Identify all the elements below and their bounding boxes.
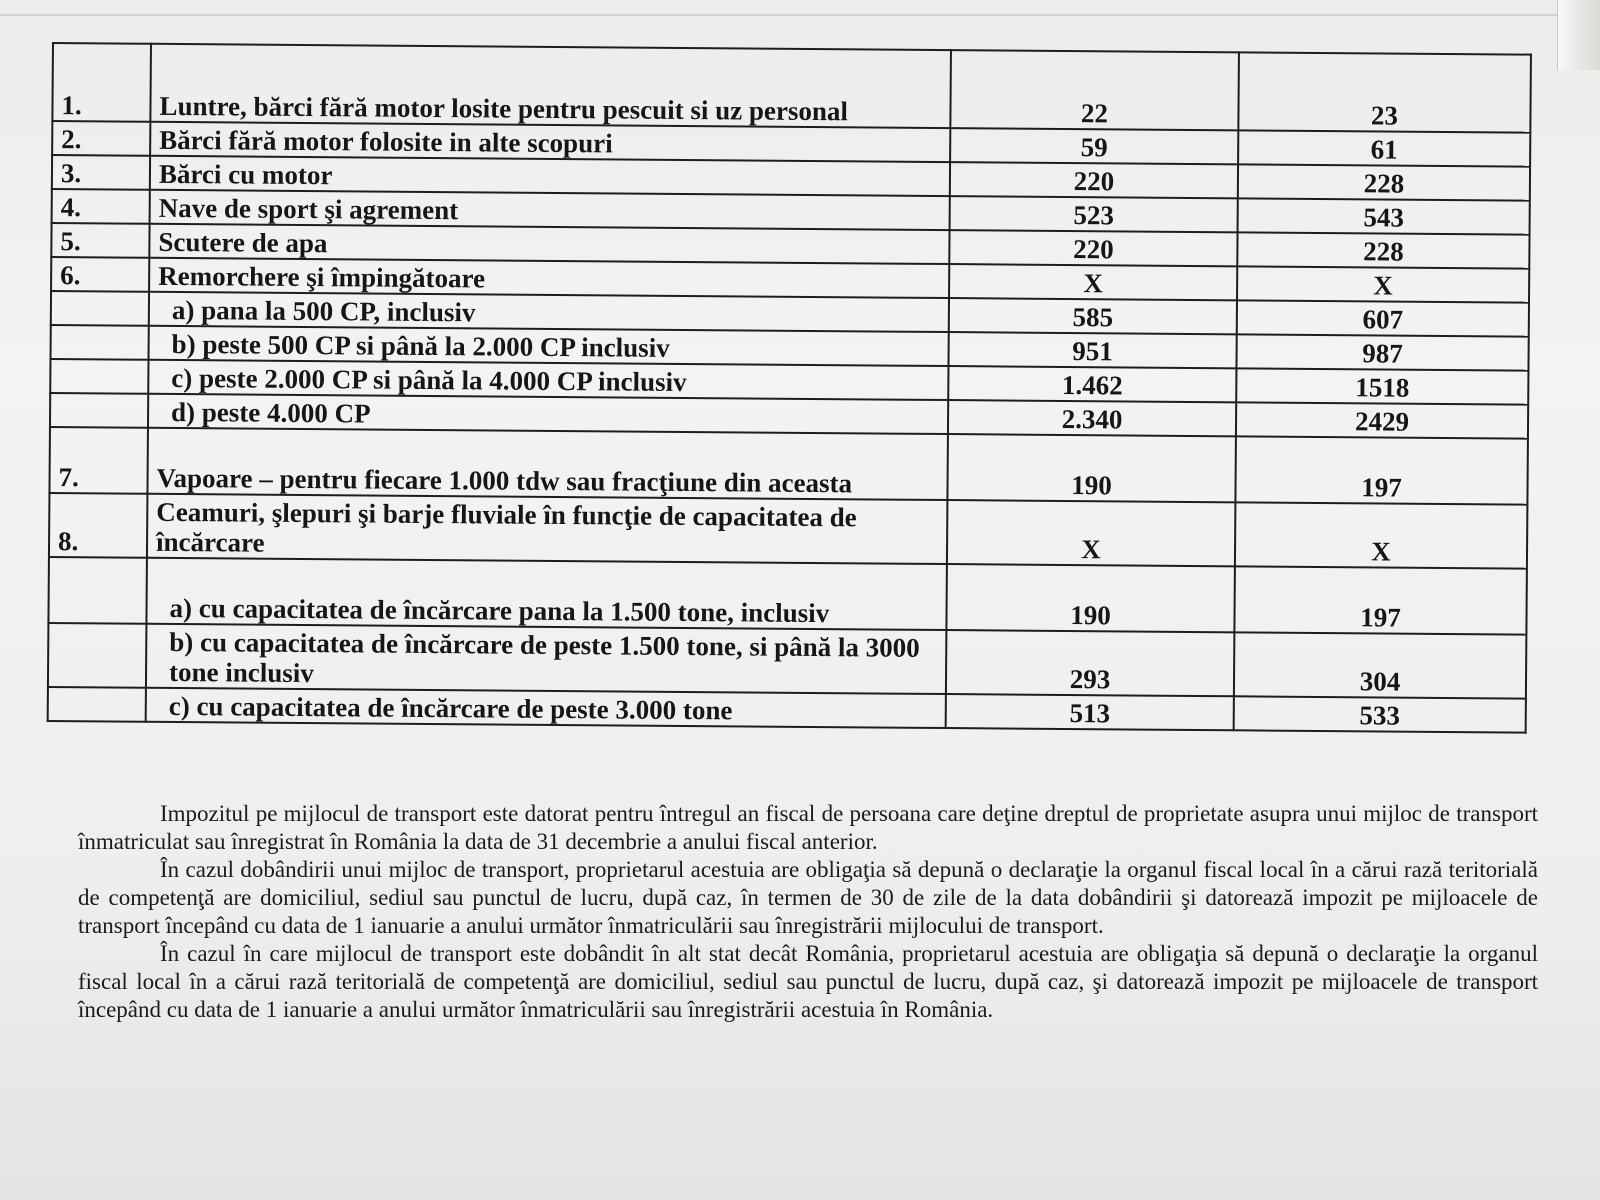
tax-value-year-2: 2429 — [1236, 402, 1528, 438]
row-number — [48, 623, 146, 688]
row-number: 7. — [49, 427, 148, 494]
tax-value-year-2: X — [1235, 502, 1527, 568]
row-description: a) pana la 500 CP, inclusiv — [149, 292, 949, 332]
tax-value-year-1: 523 — [950, 196, 1238, 232]
row-number: 4. — [52, 189, 150, 224]
row-description: Vapoare – pentru fiecare 1.000 tdw sau fracţiune din aceasta — [147, 428, 947, 500]
tax-value-year-2: 228 — [1238, 164, 1530, 200]
tax-value-year-1: X — [947, 500, 1235, 566]
row-number — [50, 359, 148, 394]
row-number: 5. — [51, 223, 149, 258]
tax-value-year-1: 951 — [948, 332, 1236, 368]
tax-value-year-1: 513 — [946, 694, 1234, 730]
row-description: Ceamuri, şlepuri şi barje fluviale în funcţie de capacitatea de încărcare — [147, 494, 947, 564]
tax-value-year-1: 190 — [947, 434, 1236, 502]
row-number: 2. — [52, 121, 150, 156]
tax-value-year-1: 2.340 — [948, 400, 1236, 436]
row-description: b) peste 500 CP si până la 2.000 CP inclusiv — [149, 326, 949, 366]
row-number — [51, 325, 149, 360]
row-description: d) peste 4.000 CP — [148, 394, 948, 434]
paragraph-tax-due: Impozitul pe mijlocul de transport este datorat pentru întregul an fiscal de persoana care deţine dreptul de proprietate asupra unui mijloc de transport înmatriculat sau înregistrat în România la data de 31 decembrie a anului fiscal anterior. — [78, 801, 1538, 854]
table-row — [52, 43, 1531, 133]
table-row — [48, 623, 1526, 699]
page-edge — [1557, 0, 1600, 70]
tax-value-year-2: X — [1237, 266, 1529, 302]
row-description: Nave de sport şi agrement — [150, 190, 950, 230]
tax-value-year-1: X — [949, 264, 1237, 300]
row-number: 3. — [52, 155, 150, 190]
tax-rate-table-body — [48, 43, 1531, 733]
tax-value-year-1: 220 — [949, 230, 1237, 266]
row-description: c) peste 2.000 CP si până la 4.000 CP inclusiv — [148, 360, 948, 400]
row-description: c) cu capacitatea de încărcare de peste 3.000 tone — [146, 688, 946, 728]
tax-value-year-2: 304 — [1234, 632, 1526, 698]
row-description: b) cu capacitatea de încărcare de peste 1.500 tone, si până la 3000 tone inclusiv — [146, 624, 946, 694]
row-number: 8. — [49, 493, 147, 558]
tax-value-year-1: 59 — [950, 128, 1238, 164]
tax-value-year-2: 607 — [1237, 300, 1529, 336]
paragraph-acquisition-romania: În cazul dobândirii unui mijloc de transport, proprietarul acestuia are obligaţia să depună o declaraţie la organul fiscal local în a cărui rază teritorială de competenţă are domiciliul, sediul sau punctul de lucru, după caz, în termen de 30 de zile de la data dobândirii şi datorează impozit pe mijloacele de transport începând cu data de 1 ianuarie a anului următor înmatriculării sau înregistrării mijlocului de transport. — [78, 857, 1538, 938]
tax-value-year-1: 585 — [949, 298, 1237, 334]
row-description: Bărci fără motor folosite in alte scopuri — [150, 122, 950, 162]
row-description: Bărci cu motor — [150, 156, 950, 196]
tax-value-year-1: 22 — [950, 50, 1239, 130]
row-description: Luntre, bărci fără motor losite pentru pescuit si uz personal — [150, 44, 951, 128]
tax-value-year-1: 220 — [950, 162, 1238, 198]
tax-value-year-2: 1518 — [1236, 368, 1528, 404]
tax-rate-table — [47, 42, 1532, 734]
tax-value-year-2: 61 — [1238, 130, 1530, 166]
row-description: Scutere de apa — [149, 224, 949, 264]
tax-value-year-2: 197 — [1234, 566, 1527, 634]
table-row — [49, 427, 1527, 505]
body-text — [78, 800, 1538, 1024]
row-description: a) cu capacitatea de încărcare pana la 1.500 tone, inclusiv — [146, 558, 946, 630]
table-row — [49, 493, 1527, 569]
tax-value-year-2: 543 — [1238, 198, 1530, 234]
tax-value-year-2: 987 — [1236, 334, 1528, 370]
tax-value-year-2: 23 — [1238, 52, 1531, 132]
row-number: 1. — [52, 43, 151, 122]
tax-value-year-1: 190 — [946, 564, 1235, 632]
row-description: Remorchere şi împingătoare — [149, 258, 949, 298]
paper-fold-line — [0, 14, 1560, 16]
row-number — [50, 393, 148, 428]
row-number — [48, 557, 147, 624]
tax-value-year-2: 197 — [1235, 436, 1528, 504]
row-number — [51, 291, 149, 326]
table-row — [48, 557, 1526, 635]
tax-value-year-1: 293 — [946, 630, 1234, 696]
tax-value-year-2: 228 — [1237, 232, 1529, 268]
tax-value-year-2: 533 — [1234, 696, 1526, 732]
tax-value-year-1: 1.462 — [948, 366, 1236, 402]
paragraph-acquisition-abroad: În cazul în care mijlocul de transport este dobândit în alt stat decât România, proprietarul acestuia are obligaţia să depună o declaraţie la organul fiscal local în a cărui rază teritorială de competenţă are domiciliul, sediul sau punctul de lucru, după caz, şi datorează impozit pe mijloacele de transport începând cu data de 1 ianuarie a anului următor înmatriculării sau înregistrării acestuia în România. — [78, 941, 1538, 1022]
row-number — [48, 687, 146, 722]
row-number: 6. — [51, 257, 149, 292]
